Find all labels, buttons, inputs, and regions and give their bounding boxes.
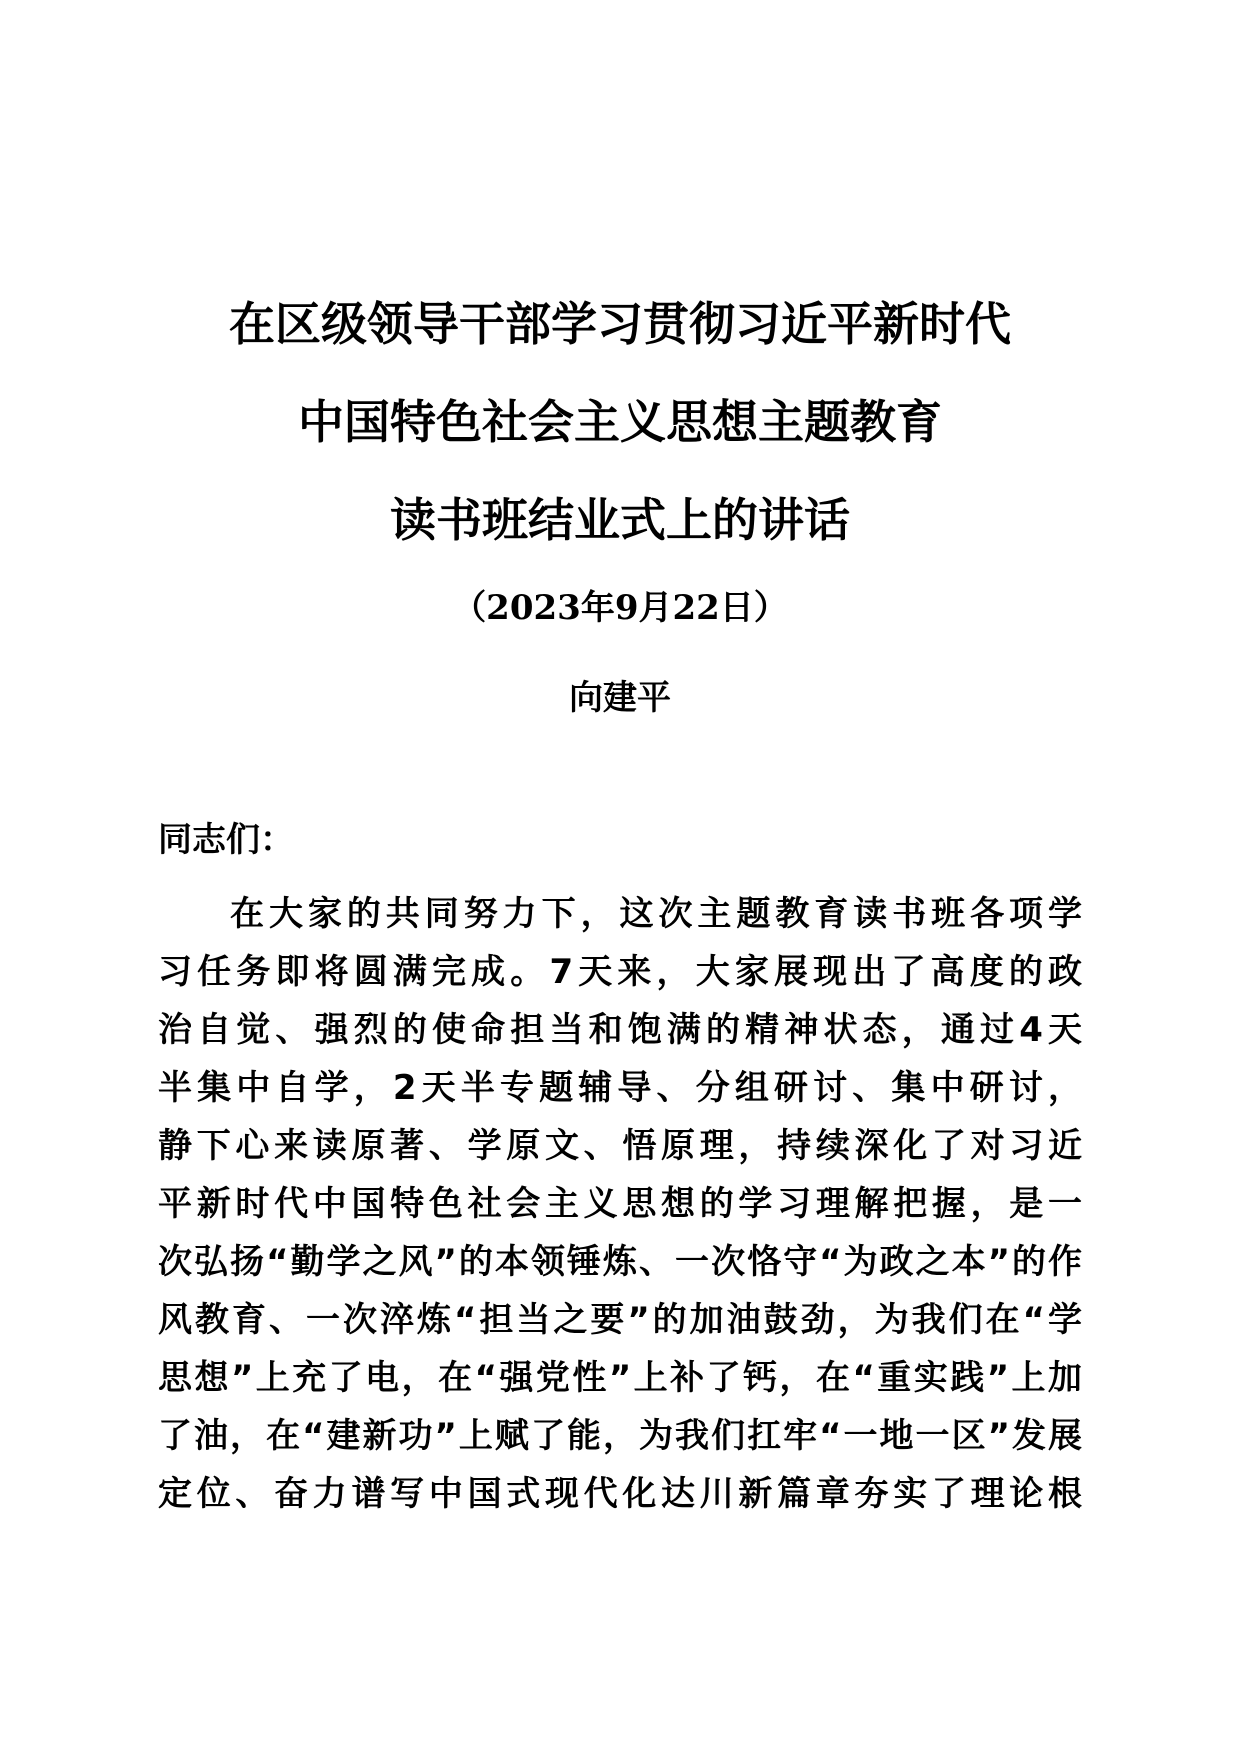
paragraph-line: 半集中自学，2天半专题辅导、分组研讨、集中研讨， (158, 1068, 1082, 1108)
paragraph-line: 平新时代中国特色社会主义思想的学习理解把握，是一 (158, 1184, 1082, 1224)
speaker-name: 向建平 (569, 678, 671, 718)
title-line-2: 中国特色社会主义思想主题教育 (298, 395, 942, 449)
title-line-1: 在区级领导干部学习贯彻习近平新时代 (229, 297, 1011, 351)
paragraph-line: 治自觉、强烈的使命担当和饱满的精神状态，通过4天 (158, 1010, 1082, 1050)
paragraph-line: 次弘扬“勤学之风”的本领锤炼、一次恪守“为政之本”的作 (158, 1242, 1082, 1282)
speech-date: （2023年9月22日） (452, 588, 788, 628)
paragraph-line: 了油，在“建新功”上赋了能，为我们扛牢“一地一区”发展 (158, 1416, 1082, 1456)
title-line-3: 读书班结业式上的讲话 (390, 493, 850, 547)
paragraph-line: 思想”上充了电，在“强党性”上补了钙，在“重实践”上加 (158, 1358, 1082, 1398)
salutation: 同志们： (158, 820, 294, 860)
paragraph-line: 静下心来读原著、学原文、悟原理，持续深化了对习近 (158, 1126, 1082, 1166)
paragraph-line: 在大家的共同努力下，这次主题教育读书班各项学 (230, 894, 1082, 934)
paragraph-line: 定位、奋力谱写中国式现代化达川新篇章夯实了理论根 (158, 1474, 1082, 1514)
paragraph-line: 习任务即将圆满完成。7天来，大家展现出了高度的政 (158, 952, 1082, 992)
paragraph-line: 风教育、一次淬炼“担当之要”的加油鼓劲，为我们在“学 (158, 1300, 1082, 1340)
